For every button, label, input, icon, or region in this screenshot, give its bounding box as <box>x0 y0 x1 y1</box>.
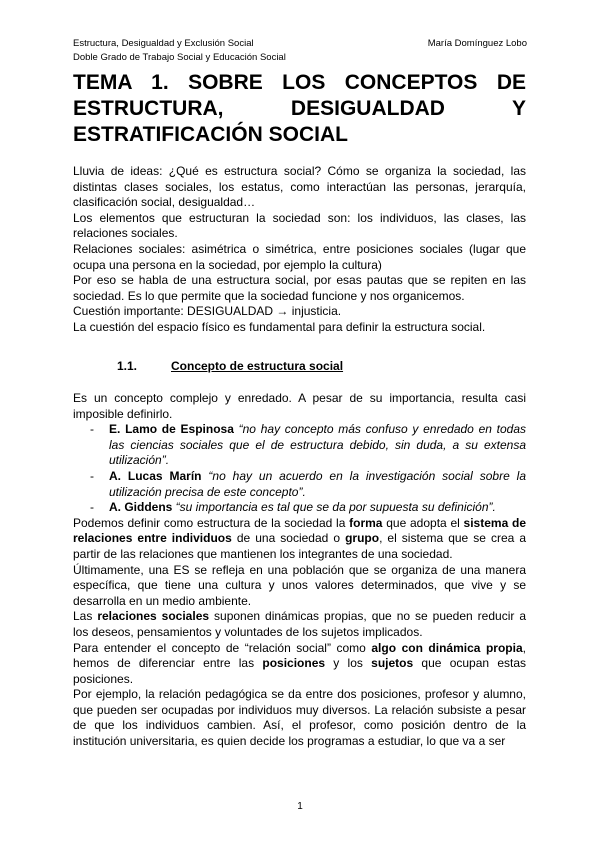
bold-run: grupo <box>345 531 380 546</box>
dash-bullet: - <box>90 468 94 483</box>
page-number: 1 <box>297 801 303 812</box>
quote-text: “no hay un acuerdo en la investigación social sobre la utilización precisa de este concepto”. <box>109 468 527 499</box>
intro-paragraph: Los elementos que estructuran la sociedad son: los individuos, las clases, las relaciones sociales. <box>73 210 526 241</box>
quote-author: A. Lucas Marín <box>109 468 202 483</box>
list-item <box>73 500 526 516</box>
quote-text: “su importancia es tal que se da por supuesta su definición”. <box>172 500 496 515</box>
header-degree: Doble Grado de Trabajo Social y Educación Social <box>73 52 286 63</box>
section-heading <box>117 359 343 373</box>
paragraph-ejemplo: Por ejemplo, la relación pedagógica se da entre dos posiciones, profesor y alumno, que pueden ser ocupadas por individuos muy diversos. La relación subsiste a pesar de que los individuos cambien. Así, el profesor, como posición dentro de la institución universitaria, es quien decide los programas a estudiar, lo que va a ser <box>73 687 526 749</box>
title-line-1: TEMA 1. SOBRE LOS CONCEPTOS DE <box>73 71 526 94</box>
bold-run: forma <box>349 515 383 530</box>
intro-paragraph: Lluvia de ideas: ¿Qué es estructura social? Cómo se organiza la sociedad, las distintas clases sociales, los estatus, como interactúan las personas, jerarquía, clasificación social, desigualdad… <box>73 164 526 210</box>
paragraph-forma <box>73 516 526 563</box>
title-line-2: ESTRUCTURA, DESIGUALDAD Y <box>73 97 526 120</box>
text-run: Para entender el concepto de “relación social” como <box>73 640 372 655</box>
text-run: de una sociedad o <box>231 531 346 546</box>
bold-run: algo con dinámica propia <box>371 640 523 655</box>
text-run: y los <box>325 656 372 671</box>
bold-run: posiciones <box>262 656 326 671</box>
title-line-3: ESTRATIFICACIÓN SOCIAL <box>73 123 348 146</box>
quote-author: E. Lamo de Espinosa <box>109 422 234 437</box>
text-run: Podemos definir como estructura de la sociedad la <box>73 515 350 530</box>
paragraph-relaciones <box>73 609 526 640</box>
page-title <box>73 70 526 148</box>
definition-intro: Es un concepto complejo y enredado. A pesar de su importancia, resulta casi imposible definirlo. <box>73 391 526 421</box>
header-course: Estructura, Desigualdad y Exclusión Social <box>73 38 254 49</box>
intro-paragraph: Relaciones sociales: asimétrica o simétrica, entre posiciones sociales (lugar que ocupa una persona en la sociedad, por ejemplo la cultura) <box>73 241 526 272</box>
list-item <box>73 469 526 500</box>
intro-paragraph: Por eso se habla de una estructura social, por esas pautas que se repiten en las sociedad. Es lo que permite que la sociedad funcione y nos organicemos. <box>73 273 526 303</box>
intro-paragraph: Cuestión importante: DESIGUALDAD → injusticia. <box>73 304 342 319</box>
header-author: María Domínguez Lobo <box>427 38 527 49</box>
dash-bullet: - <box>90 500 94 515</box>
intro-block <box>73 164 526 336</box>
section-body <box>73 391 526 750</box>
bold-run: sujetos <box>371 656 414 671</box>
text-run: , hemos de diferenciar entre las <box>73 640 526 671</box>
paragraph-entender <box>73 641 526 688</box>
quote-text: “no hay concepto más confuso y enredado en todas las ciencias sociales que el de estructura debido, sin duda, a su extensa utilización”. <box>109 422 527 468</box>
dash-bullet: - <box>90 422 94 437</box>
quote-author: A. Giddens <box>109 500 173 515</box>
list-item <box>73 422 526 469</box>
text-run: que adopta el <box>382 515 464 530</box>
text-run: Las <box>73 609 98 624</box>
paragraph-es: Últimamente, una ES se refleja en una población que se organiza de una manera específica, que tiene una cultura y unos valores determinados, que vive y se desarrolla en un medio ambiente. <box>73 562 526 608</box>
text-run: que ocupan estas posiciones. <box>73 656 527 686</box>
bold-run: relaciones sociales <box>97 609 210 624</box>
section-title: Concepto de estructura social <box>171 359 344 373</box>
text-run: , el sistema que se crea a partir de las relaciones que mantienen los integrantes de una sociedad. <box>73 531 527 561</box>
section-number: 1.1. <box>117 359 138 373</box>
intro-paragraph: La cuestión del espacio físico es fundamental para definir la estructura social. <box>73 319 486 334</box>
text-run: suponen dinámicas propias, que no se pueden reducir a los deseos, pensamientos y voluntades de los sujetos implicados. <box>73 609 527 639</box>
quote-list <box>73 422 526 516</box>
bold-run: sistema de relaciones entre individuos <box>73 515 526 546</box>
